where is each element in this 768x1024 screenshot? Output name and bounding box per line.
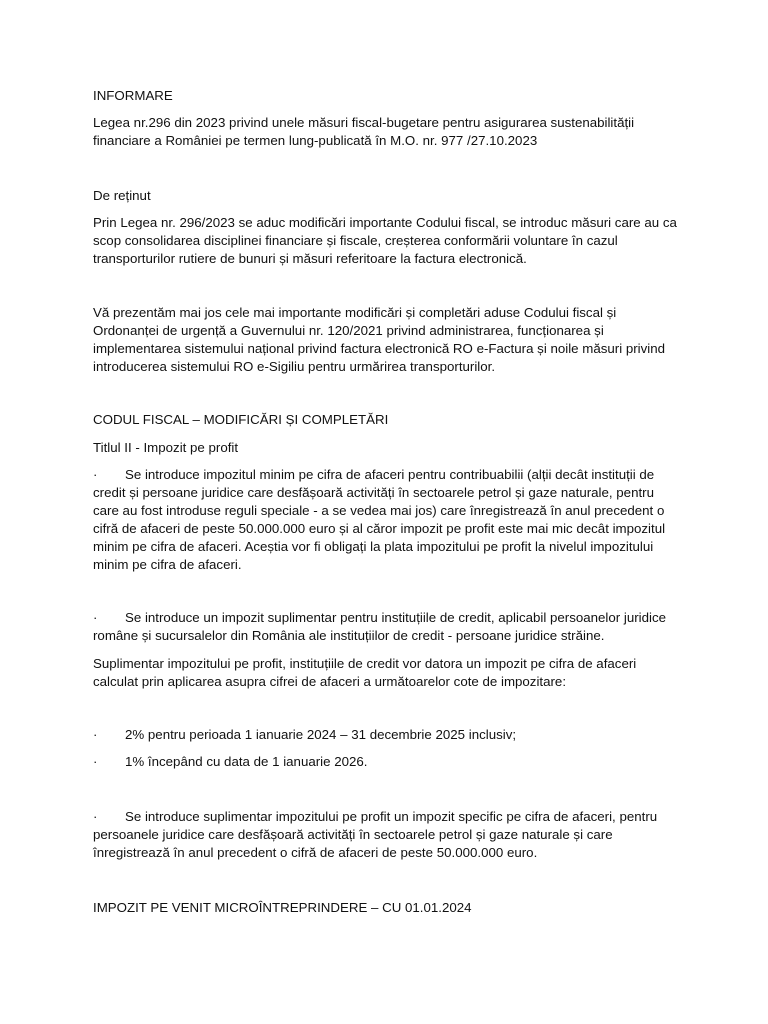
heading-impozit-micro: IMPOZIT PE VENIT MICROÎNTREPRINDERE – CU 01.01.2024 <box>93 900 472 915</box>
heading-de-retinut: De reținut <box>93 188 151 203</box>
list-item-petrol-gaze <box>93 808 683 862</box>
paragraph-de-retinut: Prin Legea nr. 296/2023 se aduc modificări importante Codului fiscal, se introduc măsuri care au ca scop consolidarea disciplinei financiare și fiscale, creșterea conformării voluntare în cazul transporturilor rutiere de bunuri și măsuri referitoare la factura electronică. <box>93 215 677 266</box>
list-item-impozit-minim <box>93 466 683 574</box>
list-item-institutii-credit <box>93 609 683 645</box>
list-item-text: Se introduce impozitul minim pe cifra de afaceri pentru contribuabilii (alții decât instituții de credit și persoane juridice care desfășoară activități în sectoarele petrol și gaze naturale, pentru care au fost introduse reguli speciale - a se vedea mai jos) care înregistrează în anul precedent o cifră de afaceri de peste 50.000.000 euro și al căror impozit pe profit este mai mic decât impozitul minim pe cifra de afaceri. Aceștia vor fi obligați la plata impozitului pe profit la nivelul impozitului minim pe cifra de afaceri. <box>93 467 666 572</box>
bullet-icon: · <box>93 727 98 742</box>
list-item-text: 2% pentru perioada 1 ianuarie 2024 – 31 decembrie 2025 inclusiv; <box>125 727 517 742</box>
law-title: Legea nr.296 din 2023 privind unele măsuri fiscal-bugetare pentru asigurarea sustenabilității financiare a României pe termen lung-publicată în M.O. nr. 977 /27.10.2023 <box>93 115 635 148</box>
heading-codul-fiscal: CODUL FISCAL – MODIFICĂRI ȘI COMPLETĂRI <box>93 412 389 427</box>
heading-titlul-ii: Titlul II - Impozit pe profit <box>93 440 239 455</box>
list-item-text: 1% începând cu data de 1 ianuarie 2026. <box>125 754 368 769</box>
bullet-icon: · <box>93 610 98 625</box>
list-item-text: Se introduce un impozit suplimentar pentru instituțiile de credit, aplicabil persoanelor juridice române și sucursalelor din România ale instituțiilor de credit - persoane juridice străine. <box>93 610 667 643</box>
list-item-cota-2024 <box>93 726 683 744</box>
bullet-icon: · <box>93 467 98 482</box>
bullet-icon: · <box>93 754 98 769</box>
list-item-cota-2026 <box>93 753 683 771</box>
heading-informare: INFORMARE <box>93 88 173 103</box>
bullet-icon: · <box>93 809 98 824</box>
list-item-text: Se introduce suplimentar impozitului pe profit un impozit specific pe cifra de afaceri, pentru persoanele juridice care desfășoară activități în sectoarele petrol și gaze naturale și care înregistrează în anul precedent o cifră de afaceri de peste 50.000.000 euro. <box>93 809 658 860</box>
paragraph-suplimentar: Suplimentar impozitului pe profit, instituțiile de credit vor datora un impozit pe cifra de afaceri calculat prin aplicarea asupra cifrei de afaceri a următoarelor cote de impozitare: <box>93 656 637 689</box>
paragraph-intro: Vă prezentăm mai jos cele mai importante modificări și completări aduse Codului fiscal și Ordonanței de urgență a Guvernului nr. 120/2021 privind administrarea, funcționarea și implementarea sistemului național privind factura electronică RO e-Factura și noile măsuri privind introducerea sistemului RO e-Sigiliu pentru urmărirea transporturilor. <box>93 305 666 374</box>
